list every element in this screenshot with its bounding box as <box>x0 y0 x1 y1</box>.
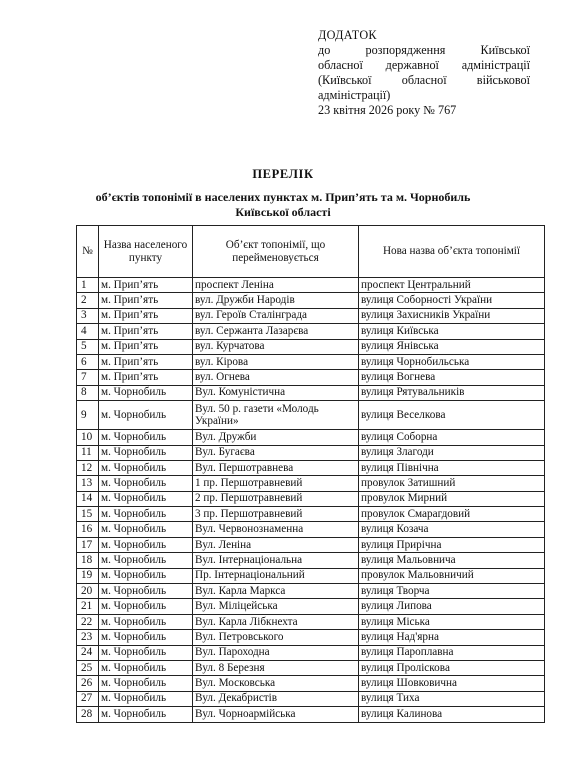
cell-new-name: вулиця Пролісковa <box>359 660 545 675</box>
cell-object: вул. Курчатова <box>193 339 359 354</box>
cell-settlement: м. Прип’ять <box>99 370 193 385</box>
table-row <box>77 401 545 430</box>
cell-new-name: вулиця Прирічна <box>359 537 545 552</box>
cell-new-name: вулиця Шовковична <box>359 676 545 691</box>
cell-new-name: вулиця Пароплавна <box>359 645 545 660</box>
cell-new-name: вулиця Соборності України <box>359 293 545 308</box>
cell-object: Вул. Бугаєва <box>193 445 359 460</box>
cell-settlement: м. Прип’ять <box>99 278 193 293</box>
toponym-table <box>76 225 545 723</box>
document-title <box>0 166 566 220</box>
cell-num: 15 <box>77 507 99 522</box>
table-row <box>77 430 545 445</box>
cell-object: Вул. Червонознаменна <box>193 522 359 537</box>
cell-new-name: вулиця Козача <box>359 522 545 537</box>
header-settlement: Назва населеного пункту <box>99 226 193 278</box>
cell-new-name: вулиця Над'ярна <box>359 630 545 645</box>
cell-num: 5 <box>77 339 99 354</box>
cell-num: 21 <box>77 599 99 614</box>
table-row <box>77 324 545 339</box>
cell-new-name: проспект Центральний <box>359 278 545 293</box>
cell-new-name: вулиця Мальовнича <box>359 553 545 568</box>
table-row <box>77 522 545 537</box>
title-line-3: Київської області <box>235 205 331 219</box>
cell-settlement: м. Прип’ять <box>99 293 193 308</box>
cell-new-name: вулиця Вогнева <box>359 370 545 385</box>
cell-new-name: вулиця Рятувальників <box>359 385 545 400</box>
cell-settlement: м. Чорнобиль <box>99 660 193 675</box>
cell-new-name: вулиця Злагоди <box>359 445 545 460</box>
addendum-line: адміністрації) <box>318 88 391 102</box>
cell-object: Вул. Московська <box>193 676 359 691</box>
cell-num: 24 <box>77 645 99 660</box>
cell-new-name: провулок Мирний <box>359 491 545 506</box>
cell-new-name: вулиця Тиха <box>359 691 545 706</box>
cell-object: вул. Кірова <box>193 354 359 369</box>
cell-num: 12 <box>77 460 99 475</box>
table-row <box>77 691 545 706</box>
cell-new-name: вулиця Соборна <box>359 430 545 445</box>
cell-new-name: вулиця Міська <box>359 614 545 629</box>
table-row <box>77 385 545 400</box>
addendum-date-line: 23 квітня 2026 року № 767 <box>318 103 457 117</box>
table-row <box>77 507 545 522</box>
cell-object: Вул. Пароходна <box>193 645 359 660</box>
cell-num: 14 <box>77 491 99 506</box>
header-num: № <box>77 226 99 278</box>
cell-new-name: вулиця Чорнобильська <box>359 354 545 369</box>
table-row <box>77 476 545 491</box>
cell-num: 28 <box>77 707 99 722</box>
cell-object: вул. Огнева <box>193 370 359 385</box>
cell-num: 2 <box>77 293 99 308</box>
cell-settlement: м. Чорнобиль <box>99 630 193 645</box>
cell-num: 6 <box>77 354 99 369</box>
cell-num: 10 <box>77 430 99 445</box>
table-row <box>77 707 545 722</box>
cell-object: Вул. Карла Лібкнехта <box>193 614 359 629</box>
cell-num: 18 <box>77 553 99 568</box>
table-header-row <box>77 226 545 278</box>
cell-num: 9 <box>77 401 99 430</box>
cell-settlement: м. Чорнобиль <box>99 568 193 583</box>
cell-num: 13 <box>77 476 99 491</box>
cell-settlement: м. Прип’ять <box>99 339 193 354</box>
cell-new-name: провулок Затишний <box>359 476 545 491</box>
cell-num: 22 <box>77 614 99 629</box>
table-row <box>77 460 545 475</box>
cell-settlement: м. Чорнобиль <box>99 401 193 430</box>
cell-new-name: вулиця Київська <box>359 324 545 339</box>
cell-settlement: м. Чорнобиль <box>99 507 193 522</box>
addendum-line: до розпорядження Київської <box>318 43 530 57</box>
cell-object: Вул. Леніна <box>193 537 359 552</box>
cell-object: 1 пр. Першотравневий <box>193 476 359 491</box>
cell-object: Вул. Петровського <box>193 630 359 645</box>
cell-object: вул. Героїв Сталінграда <box>193 308 359 323</box>
cell-settlement: м. Чорнобиль <box>99 584 193 599</box>
table-row <box>77 308 545 323</box>
cell-settlement: м. Чорнобиль <box>99 385 193 400</box>
cell-num: 25 <box>77 660 99 675</box>
addendum-heading: ДОДАТОК <box>318 28 377 42</box>
cell-settlement: м. Чорнобиль <box>99 707 193 722</box>
table-row <box>77 491 545 506</box>
cell-object: проспект Леніна <box>193 278 359 293</box>
cell-settlement: м. Чорнобиль <box>99 445 193 460</box>
cell-num: 26 <box>77 676 99 691</box>
cell-num: 1 <box>77 278 99 293</box>
cell-object: вул. Дружби Народів <box>193 293 359 308</box>
addendum-line: (Київської обласної військової <box>318 73 530 87</box>
table-row <box>77 584 545 599</box>
table-row <box>77 660 545 675</box>
table-row <box>77 645 545 660</box>
addendum-block <box>318 28 530 118</box>
header-new-name: Нова назва об’єкта топонімії <box>359 226 545 278</box>
cell-settlement: м. Чорнобиль <box>99 553 193 568</box>
cell-settlement: м. Чорнобиль <box>99 676 193 691</box>
cell-settlement: м. Чорнобиль <box>99 691 193 706</box>
cell-settlement: м. Чорнобиль <box>99 522 193 537</box>
cell-new-name: вулиця Янівська <box>359 339 545 354</box>
cell-new-name: вулиця Липова <box>359 599 545 614</box>
cell-num: 8 <box>77 385 99 400</box>
cell-object: Вул. Міліцейська <box>193 599 359 614</box>
table-row <box>77 537 545 552</box>
table-row <box>77 445 545 460</box>
table-row <box>77 676 545 691</box>
cell-num: 11 <box>77 445 99 460</box>
cell-settlement: м. Прип’ять <box>99 354 193 369</box>
cell-object: Пр. Інтернаціональний <box>193 568 359 583</box>
cell-num: 7 <box>77 370 99 385</box>
cell-settlement: м. Чорнобиль <box>99 614 193 629</box>
table-row <box>77 278 545 293</box>
title-line-2: об’єктів топонімії в населених пунктах м. Прип’ять та м. Чорнобиль <box>95 190 471 204</box>
cell-object: Вул. Інтернаціональна <box>193 553 359 568</box>
cell-settlement: м. Чорнобиль <box>99 645 193 660</box>
cell-object: 3 пр. Першотравневий <box>193 507 359 522</box>
cell-new-name: вулиця Захисників України <box>359 308 545 323</box>
cell-new-name: провулок Мальовничий <box>359 568 545 583</box>
table-row <box>77 630 545 645</box>
cell-object: Вул. 50 р. газети «Молодь України» <box>193 401 359 430</box>
cell-object: Вул. Дружби <box>193 430 359 445</box>
cell-settlement: м. Чорнобиль <box>99 460 193 475</box>
table-row <box>77 339 545 354</box>
table-row <box>77 599 545 614</box>
cell-num: 19 <box>77 568 99 583</box>
cell-object: Вул. Карла Маркса <box>193 584 359 599</box>
table-row <box>77 568 545 583</box>
cell-settlement: м. Прип’ять <box>99 324 193 339</box>
cell-settlement: м. Чорнобиль <box>99 599 193 614</box>
title-line-1: ПЕРЕЛІК <box>252 167 314 181</box>
cell-object: 2 пр. Першотравневий <box>193 491 359 506</box>
cell-object: Вул. Декабристів <box>193 691 359 706</box>
cell-new-name: вулиця Творча <box>359 584 545 599</box>
header-object: Об’єкт топонімії, що перейменовується <box>193 226 359 278</box>
cell-new-name: вулиця Калинова <box>359 707 545 722</box>
cell-settlement: м. Чорнобиль <box>99 430 193 445</box>
cell-num: 23 <box>77 630 99 645</box>
cell-num: 20 <box>77 584 99 599</box>
cell-num: 17 <box>77 537 99 552</box>
cell-settlement: м. Чорнобиль <box>99 476 193 491</box>
addendum-line: обласної державної адміністрації <box>318 58 530 72</box>
cell-num: 16 <box>77 522 99 537</box>
cell-new-name: вулиця Веселкова <box>359 401 545 430</box>
table-row <box>77 614 545 629</box>
cell-num: 4 <box>77 324 99 339</box>
cell-new-name: провулок Смарагдовий <box>359 507 545 522</box>
cell-settlement: м. Чорнобиль <box>99 491 193 506</box>
table-row <box>77 553 545 568</box>
cell-object: Вул. Першотравнева <box>193 460 359 475</box>
table-row <box>77 370 545 385</box>
table-body <box>77 278 545 723</box>
cell-num: 3 <box>77 308 99 323</box>
table-row <box>77 354 545 369</box>
cell-object: Вул. Чорноармійська <box>193 707 359 722</box>
table-row <box>77 293 545 308</box>
cell-settlement: м. Прип’ять <box>99 308 193 323</box>
cell-num: 27 <box>77 691 99 706</box>
cell-object: Вул. Комуністична <box>193 385 359 400</box>
cell-object: Вул. 8 Березня <box>193 660 359 675</box>
cell-settlement: м. Чорнобиль <box>99 537 193 552</box>
cell-new-name: вулиця Північна <box>359 460 545 475</box>
cell-object: вул. Сержанта Лазарєва <box>193 324 359 339</box>
